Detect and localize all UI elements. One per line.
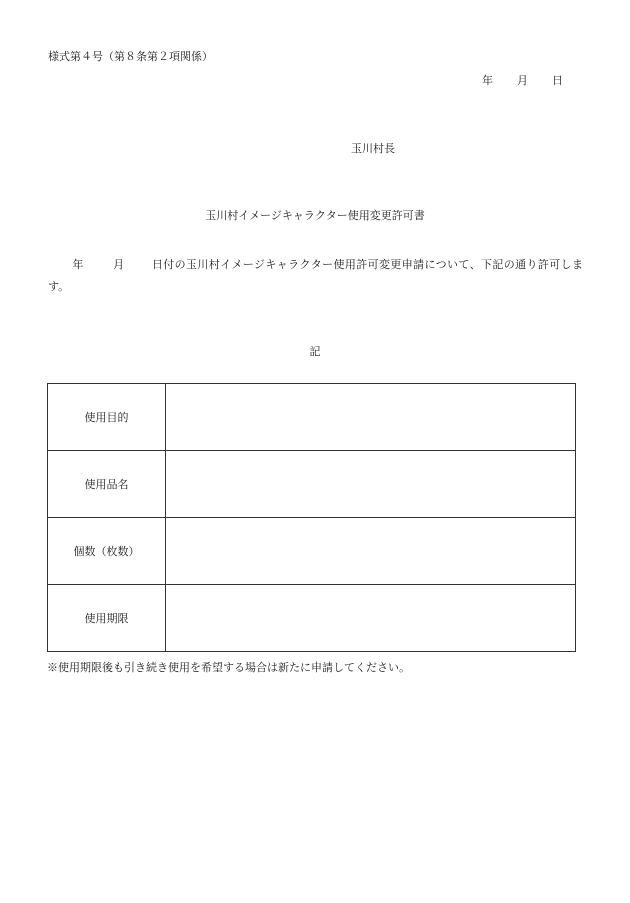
date-line	[482, 74, 563, 88]
addressee: 玉川村長	[351, 142, 395, 155]
table-value-cell	[166, 585, 576, 652]
date-day: 日	[552, 74, 563, 87]
date-month: 月	[517, 74, 528, 87]
form-number: 様式第４号（第８条第２項関係）	[48, 50, 213, 63]
footnote: ※使用期限後も引き続き使用を希望する場合は新たに申請してください。	[47, 661, 410, 674]
table-label-cell: 使用期限	[48, 585, 166, 652]
date-year: 年	[482, 74, 493, 87]
document-title: 玉川村イメージキャラクター使用変更許可書	[205, 209, 425, 222]
table-label-cell: 個数（枚数）	[48, 518, 166, 585]
table-value-cell	[166, 451, 576, 518]
table-row	[48, 518, 576, 585]
table-row	[48, 451, 576, 518]
table-row	[48, 384, 576, 451]
body-paragraph	[48, 254, 583, 298]
table-row	[48, 585, 576, 652]
table-label-cell: 使用品名	[48, 451, 166, 518]
table-value-cell	[166, 518, 576, 585]
body-year: 年	[72, 258, 84, 271]
table-value-cell	[166, 384, 576, 451]
ki-heading: 記	[309, 345, 321, 358]
table-label-cell: 使用目的	[48, 384, 166, 451]
body-text: 日付の玉川村イメージキャラクター使用許可変更申請について、下記の通り許可します。	[48, 258, 584, 293]
body-month: 月	[112, 258, 125, 271]
detail-table	[47, 383, 576, 652]
